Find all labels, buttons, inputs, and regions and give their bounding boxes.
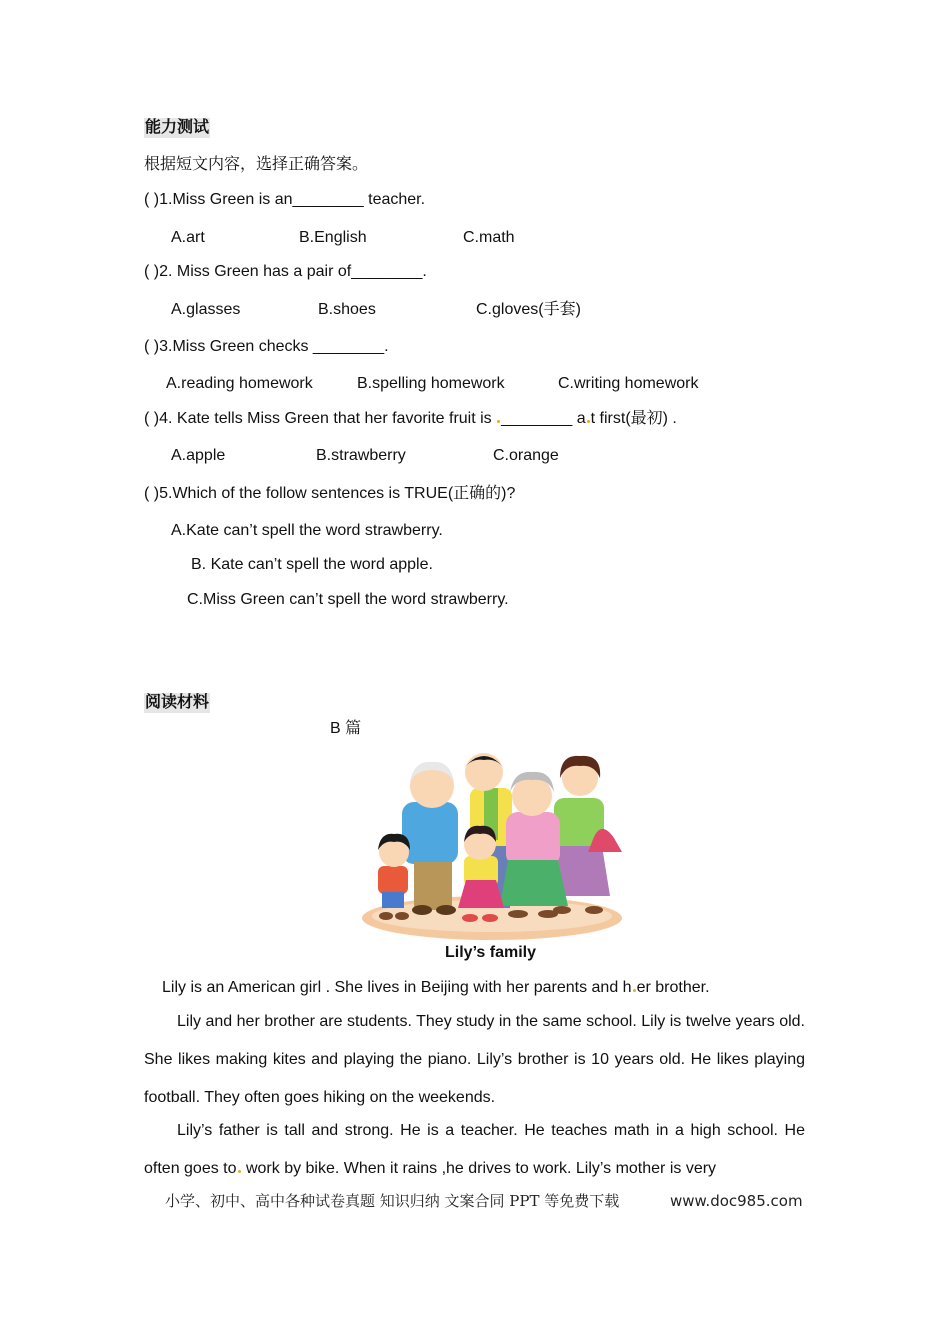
footer-text: 小学、初中、高中各种试卷真题 知识归纳 文案合同 PPT 等免费下载 bbox=[165, 1192, 620, 1210]
q4-text-part1: ( )4. Kate tells Miss Green that her favorite fruit is bbox=[144, 410, 497, 427]
q2-option-b: B.shoes bbox=[318, 301, 376, 318]
question-2: ( )2. Miss Green has a pair of________. bbox=[144, 263, 427, 280]
q4-option-c: C.orange bbox=[493, 447, 559, 464]
q4-text-part2: ________ a bbox=[501, 410, 586, 427]
paragraph-3-part1: Lily’s father is tall and strong. He is a teacher. He teaches math in a high school. He often goes to bbox=[144, 1122, 805, 1177]
mark-dot bbox=[633, 989, 636, 992]
family-illustration bbox=[358, 748, 628, 944]
q3-option-a: A.reading homework bbox=[166, 375, 313, 392]
q1-option-b: B.English bbox=[299, 229, 367, 246]
mark-dot bbox=[497, 420, 500, 423]
section-heading-reading-material: 阅读材料 bbox=[145, 694, 210, 711]
q2-option-c: C.gloves(手套) bbox=[476, 301, 581, 318]
q1-option-c: C.math bbox=[463, 229, 515, 246]
mark-dot bbox=[238, 1170, 241, 1173]
q5-option-b: B. Kate can’t spell the word apple. bbox=[191, 556, 433, 573]
q1-option-a: A.art bbox=[171, 229, 205, 246]
q4-option-a: A.apple bbox=[171, 447, 226, 464]
q4-text-part3: t first(最初) . bbox=[590, 410, 677, 427]
paragraph-1-part1: Lily is an American girl . She lives in Beijing with her parents and h bbox=[162, 979, 632, 996]
paragraph-2: Lily and her brother are students. They study in the same school. Lily is twelve years old. She likes making kites and playing the piano. Lily’s brother is 10 years old. He likes playing football. They often goes hiking on the weekends. bbox=[144, 1013, 805, 1106]
q5-option-c: C.Miss Green can’t spell the word strawberry. bbox=[187, 591, 509, 608]
mark-dot bbox=[587, 420, 590, 423]
footer-url[interactable]: www.doc985.com bbox=[670, 1192, 803, 1210]
paragraph-3-part2: work by bike. When it rains ,he drives to work. Lily’s mother is very bbox=[241, 1160, 717, 1177]
question-3: ( )3.Miss Green checks ________. bbox=[144, 338, 389, 355]
q3-option-b: B.spelling homework bbox=[357, 375, 505, 392]
instruction-text: 根据短文内容，选择正确答案。 bbox=[144, 156, 369, 173]
q5-option-a: A.Kate can’t spell the word strawberry. bbox=[171, 522, 443, 539]
illustration-caption: Lily’s family bbox=[445, 944, 536, 961]
q3-option-c: C.writing homework bbox=[558, 375, 699, 392]
question-1: ( )1.Miss Green is an________ teacher. bbox=[144, 191, 426, 208]
paragraph-1 bbox=[162, 978, 710, 998]
q2-option-a: A.glasses bbox=[171, 301, 241, 318]
paragraph-1-part2: er brother. bbox=[636, 979, 710, 996]
question-5: ( )5.Which of the follow sentences is TRUE(正确的)? bbox=[144, 485, 516, 502]
q4-option-b: B.strawberry bbox=[316, 447, 406, 464]
question-4 bbox=[144, 409, 677, 429]
paragraph-3 bbox=[144, 1112, 805, 1188]
section-heading-ability-test: 能力测试 bbox=[145, 119, 210, 136]
passage-label: B 篇 bbox=[330, 720, 362, 737]
